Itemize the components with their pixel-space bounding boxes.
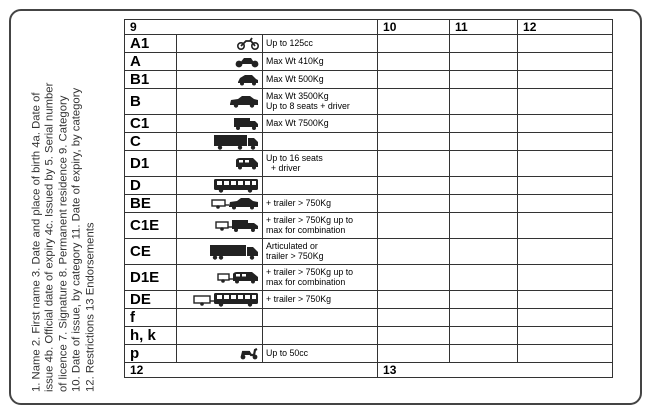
issue-date-cell — [378, 53, 450, 71]
issue-date-cell — [378, 177, 450, 195]
issue-date-cell — [378, 151, 450, 177]
category-description-line: Up to 16 seats — [266, 153, 323, 164]
category-code: CE — [125, 239, 177, 265]
issue-date-cell — [378, 115, 450, 133]
category-pictogram-cell — [177, 239, 263, 265]
expiry-date-cell — [450, 345, 518, 363]
category-row — [125, 309, 613, 327]
category-pictogram-cell — [177, 327, 263, 345]
category-code: B — [125, 89, 177, 115]
header-field-9: 9 — [125, 20, 378, 35]
truck-icon — [177, 134, 262, 150]
category-description — [263, 53, 378, 71]
expiry-date-cell — [450, 177, 518, 195]
category-row — [125, 151, 613, 177]
restrictions-cell — [518, 309, 613, 327]
issue-date-cell — [378, 239, 450, 265]
category-description-line: + trailer > 750Kg — [266, 293, 332, 304]
expiry-date-cell — [450, 213, 518, 239]
issue-date-cell — [378, 265, 450, 291]
header-field-10: 10 — [378, 20, 450, 35]
category-row — [125, 177, 613, 195]
expiry-date-cell — [450, 53, 518, 71]
category-pictogram-cell — [177, 115, 263, 133]
field-legend-line: of licence 7. Signature 8. Permanent residence 9. Category — [57, 95, 70, 392]
minibus-icon — [177, 157, 262, 170]
small-truck-trailer-icon — [177, 219, 262, 232]
category-row — [125, 195, 613, 213]
category-row — [125, 133, 613, 151]
field-legend-line: 12. Restrictions 13 Endorsements — [84, 222, 97, 392]
category-description — [263, 115, 378, 133]
expiry-date-cell — [450, 309, 518, 327]
expiry-date-cell — [450, 265, 518, 291]
small-truck-icon — [177, 117, 262, 130]
category-pictogram-cell — [177, 345, 263, 363]
category-row — [125, 265, 613, 291]
category-pictogram-cell — [177, 265, 263, 291]
category-row — [125, 291, 613, 309]
issue-date-cell — [378, 89, 450, 115]
footer-field-13: 13 — [378, 363, 613, 378]
category-description-line: max for combination — [266, 224, 346, 235]
restrictions-cell — [518, 213, 613, 239]
expiry-date-cell — [450, 327, 518, 345]
issue-date-cell — [378, 345, 450, 363]
category-description-line: Max Wt 500Kg — [266, 73, 324, 84]
expiry-date-cell — [450, 133, 518, 151]
category-pictogram-cell — [177, 151, 263, 177]
restrictions-cell — [518, 89, 613, 115]
category-description — [263, 309, 378, 327]
expiry-date-cell — [450, 71, 518, 89]
category-code: A — [125, 53, 177, 71]
field-legend-text — [30, 16, 97, 392]
category-pictogram-cell — [177, 213, 263, 239]
category-code: BE — [125, 195, 177, 213]
category-table — [124, 19, 613, 378]
category-code: C — [125, 133, 177, 151]
category-description-line: max for combination — [266, 276, 346, 287]
category-code: C1 — [125, 115, 177, 133]
category-description — [263, 71, 378, 89]
category-code: h, k — [125, 327, 177, 345]
category-row — [125, 71, 613, 89]
category-code: f — [125, 309, 177, 327]
restrictions-cell — [518, 71, 613, 89]
category-description-line: Up to 8 seats + driver — [266, 100, 350, 111]
expiry-date-cell — [450, 195, 518, 213]
category-description — [263, 345, 378, 363]
category-description-line: + trailer > 750Kg up to — [266, 215, 354, 226]
restrictions-cell — [518, 53, 613, 71]
category-description-line: + trailer > 750Kg up to — [266, 267, 354, 278]
issue-date-cell — [378, 291, 450, 309]
category-row — [125, 239, 613, 265]
category-pictogram-cell — [177, 89, 263, 115]
category-code: B1 — [125, 71, 177, 89]
restrictions-cell — [518, 239, 613, 265]
car-trailer-icon — [177, 197, 262, 210]
category-row — [125, 115, 613, 133]
category-description-line: Max Wt 410Kg — [266, 55, 324, 66]
issue-date-cell — [378, 213, 450, 239]
field-legend-line: 10. Date of issue, by category 11. Date of expiry, by category — [70, 87, 83, 392]
minibus-trailer-icon — [177, 271, 262, 284]
category-description — [263, 195, 378, 213]
category-pictogram-cell — [177, 309, 263, 327]
issue-date-cell — [378, 327, 450, 345]
restrictions-cell — [518, 133, 613, 151]
field-legend-line: 1. Name 2. First name 3. Date and place of birth 4a. Date of — [30, 92, 43, 392]
category-description — [263, 89, 378, 115]
category-pictogram-cell — [177, 195, 263, 213]
category-code: D1E — [125, 265, 177, 291]
motorcycle-icon — [177, 55, 262, 68]
articulated-truck-icon — [177, 244, 262, 260]
category-description-line: Articulated or — [266, 241, 318, 252]
category-description-line: + trailer > 750Kg — [266, 197, 332, 208]
category-code: D1 — [125, 151, 177, 177]
category-description — [263, 327, 378, 345]
category-row — [125, 327, 613, 345]
restrictions-cell — [518, 35, 613, 53]
category-description — [263, 265, 378, 291]
category-description — [263, 35, 378, 53]
expiry-date-cell — [450, 151, 518, 177]
category-description-line: + driver — [266, 162, 301, 173]
header-field-11: 11 — [450, 20, 518, 35]
restrictions-cell — [518, 115, 613, 133]
scooter-icon — [177, 348, 262, 360]
category-code: p — [125, 345, 177, 363]
issue-date-cell — [378, 309, 450, 327]
field-legend-line: issue 4b. Official date of expiry 4c. Issued by 5. Serial number — [43, 82, 56, 392]
category-description — [263, 151, 378, 177]
bus-icon — [177, 178, 262, 193]
restrictions-cell — [518, 327, 613, 345]
category-description-line: Max Wt 3500Kg — [266, 91, 329, 102]
expiry-date-cell — [450, 239, 518, 265]
expiry-date-cell — [450, 115, 518, 133]
issue-date-cell — [378, 195, 450, 213]
small-car-icon — [177, 74, 262, 86]
category-pictogram-cell — [177, 177, 263, 195]
category-pictogram-cell — [177, 71, 263, 89]
category-description — [263, 133, 378, 151]
expiry-date-cell — [450, 291, 518, 309]
category-pictogram-cell — [177, 291, 263, 309]
category-code: A1 — [125, 35, 177, 53]
category-row — [125, 213, 613, 239]
category-pictogram-cell — [177, 53, 263, 71]
category-pictogram-cell — [177, 133, 263, 151]
restrictions-cell — [518, 177, 613, 195]
category-code: C1E — [125, 213, 177, 239]
restrictions-cell — [518, 291, 613, 309]
category-description — [263, 213, 378, 239]
category-description — [263, 239, 378, 265]
category-description — [263, 177, 378, 195]
category-row — [125, 345, 613, 363]
category-description-line: Max Wt 7500Kg — [266, 117, 329, 128]
field-legend — [14, 14, 114, 394]
category-description-line: trailer > 750Kg — [266, 250, 324, 261]
issue-date-cell — [378, 35, 450, 53]
car-icon — [177, 95, 262, 108]
category-row — [125, 89, 613, 115]
category-description-line: Up to 125cc — [266, 37, 313, 48]
category-code: DE — [125, 291, 177, 309]
issue-date-cell — [378, 71, 450, 89]
restrictions-cell — [518, 151, 613, 177]
footer-row — [125, 363, 613, 378]
issue-date-cell — [378, 133, 450, 151]
expiry-date-cell — [450, 89, 518, 115]
expiry-date-cell — [450, 35, 518, 53]
category-description-line: Up to 50cc — [266, 347, 309, 358]
header-row — [125, 20, 613, 35]
category-description — [263, 291, 378, 309]
footer-field-12: 12 — [125, 363, 378, 378]
category-pictogram-cell — [177, 35, 263, 53]
header-field-12: 12 — [518, 20, 613, 35]
category-row — [125, 53, 613, 71]
category-code: D — [125, 177, 177, 195]
bus-trailer-icon — [177, 292, 262, 307]
restrictions-cell — [518, 195, 613, 213]
moped-icon — [177, 37, 262, 50]
category-row — [125, 35, 613, 53]
restrictions-cell — [518, 265, 613, 291]
restrictions-cell — [518, 345, 613, 363]
